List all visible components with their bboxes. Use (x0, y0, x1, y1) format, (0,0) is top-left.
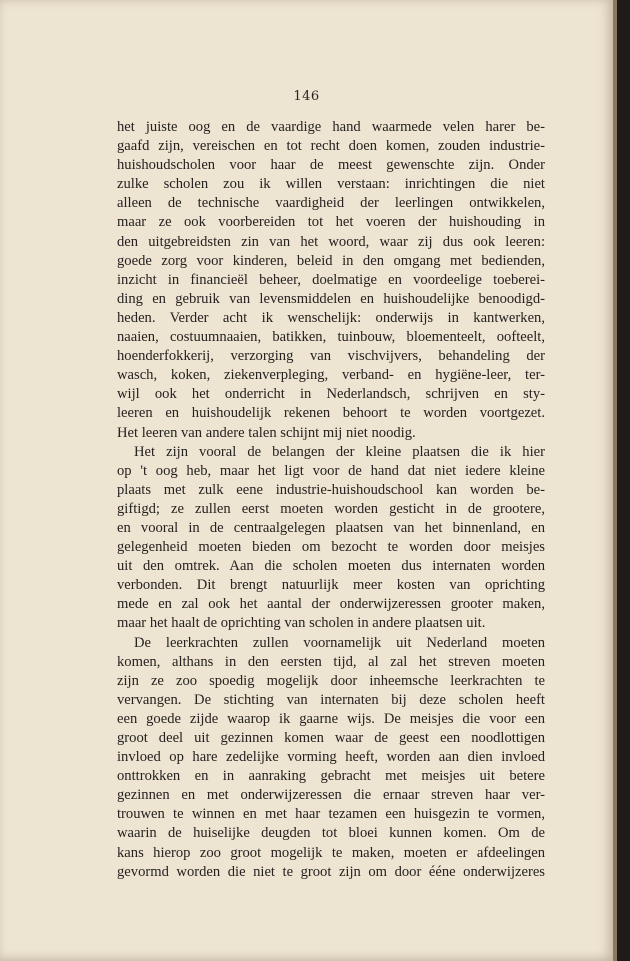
text-line: kans hierop zoo groot mogelijk te maken, moeten er afdeelingen (117, 844, 545, 861)
text-line: gelegenheid moeten bieden om bezocht te worden door meisjes (117, 539, 545, 556)
text-line: en vooral in de centraalgelegen plaatsen van het binnenland, en (117, 519, 545, 536)
page-number: 146 (293, 89, 320, 104)
text-line: komen, althans in den eersten tijd, al zal het streven moeten (117, 653, 545, 670)
text-line: ding en gebruik van levensmiddelen en huishoudelijke benoodigd- (117, 290, 545, 307)
text-line: maar ze ook voorbereiden tot het voeren der huishouding in (117, 214, 545, 231)
text-line: leeren en huishoudelijk rekenen behoort te worden voortgezet. (117, 405, 545, 422)
text-line: gezinnen en met onderwijzeressen die ernaar streven haar ver- (117, 787, 545, 804)
text-line: De leerkrachten zullen voornamelijk uit Nederland moeten (134, 634, 545, 651)
text-line: den uitgebreidsten zin van het woord, waar zij dus ook leeren: (117, 233, 545, 250)
page-edge (613, 0, 617, 961)
text-line: vervangen. De stichting van internaten bij deze scholen heeft (117, 691, 545, 708)
text-line: waarin de huiselijke deugden tot bloei kunnen komen. Om de (117, 825, 545, 842)
paragraph (117, 118, 545, 443)
text-line: inzicht in financieël beheer, doelmatige en voordeelige toeberei- (117, 271, 545, 288)
text-line: hoenderfokkerij, verzorging van vischvijvers, behandeling der (117, 348, 545, 365)
text-line: invloed op hare zedelijke vorming heeft, worden aan dien invloed (117, 749, 545, 766)
text-line: op 't oog heb, maar het ligt voor de hand dat niet iedere kleine (117, 462, 545, 479)
text-line: wijl ook het onderricht in Nederlandsch, schrijven en sty- (117, 386, 545, 403)
text-line: huishoudscholen voor haar de meest gewenschte zijn. Onder (117, 157, 545, 174)
text-line: onttrokken en in aanraking gebracht met meisjes uit betere (117, 768, 545, 785)
text-line: uit den omtrek. Aan die scholen moeten dus internaten worden (117, 558, 545, 575)
body-text (117, 118, 545, 882)
text-line: gaafd zijn, vereischen en tot recht doen komen, zouden industrie- (117, 138, 545, 155)
text-line: het juiste oog en de vaardige hand waarmede velen harer be- (117, 119, 545, 135)
text-line: mede en zal ook het aantal der onderwijzeressen grooter maken, (117, 596, 545, 613)
paragraph (117, 634, 545, 882)
text-line: alleen de technische vaardigheid der leerlingen ontwikkelen, (117, 195, 545, 212)
text-line: wasch, koken, ziekenverpleging, verband- en hygiëne-leer, ter- (117, 367, 545, 384)
text-line: Het zijn vooral de belangen der kleine plaatsen die ik hier (134, 443, 545, 460)
text-line: verbonden. Dit brengt natuurlijk meer kosten van oprichting (117, 577, 545, 594)
text-line: plaats met zulk eene industrie-huishoudschool kan worden be- (117, 481, 545, 498)
text-line: een goede zijde waarop ik gaarne wijs. De meisjes die voor een (117, 710, 545, 727)
text-line: goede zorg voor kinderen, beleid in den omgang met bedienden, (117, 252, 545, 269)
text-line: groot deel uit gezinnen komen waar de geest een noodlottigen (117, 730, 545, 746)
text-line: gevormd worden die niet te groot zijn om door ééne onderwijzeres (117, 863, 545, 880)
text-line: heden. Verder acht ik wenschelijk: onderwijs in kantwerken, (117, 309, 545, 326)
paragraph (117, 443, 545, 634)
text-line: trouwen te winnen en met haar tezamen een huisgezin te vormen, (117, 806, 545, 823)
text-line: giftigd; ze zullen eerst moeten worden gesticht in de grootere, (117, 500, 545, 517)
text-line: naaien, costuumnaaien, batikken, tuinbouw, bloementeelt, oofteelt, (117, 329, 545, 346)
text-line: Het leeren van andere talen schijnt mij niet noodig. (117, 424, 416, 441)
text-line: zijn ze zoo spoedig mogelijk door inheemsche leerkrachten te (117, 672, 545, 689)
text-line: zulke scholen zou ik willen verstaan: inrichtingen die niet (117, 176, 545, 193)
text-line: maar het haalt de oprichting van scholen in andere plaatsen uit. (117, 615, 486, 632)
